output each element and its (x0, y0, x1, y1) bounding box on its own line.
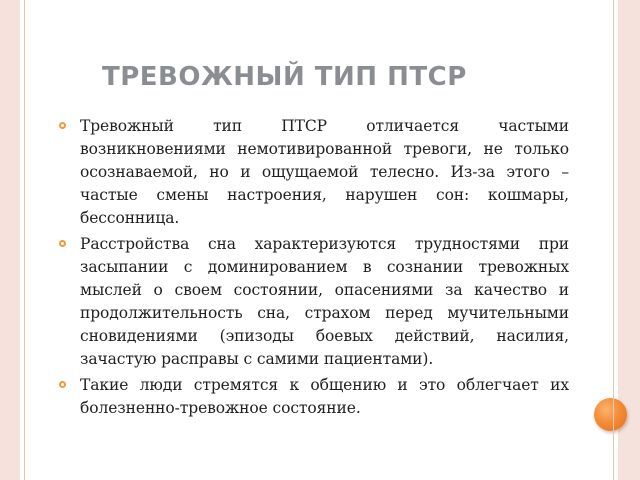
slide (20, 0, 618, 480)
bullet-item (58, 233, 569, 371)
bullet-ring-icon (59, 381, 66, 388)
bullet-item (58, 115, 569, 230)
bullet-item (58, 374, 569, 420)
slide-title: ТРЕВОЖНЫЙ ТИП ПТСР (102, 62, 467, 92)
bullet-text: Такие люди стремятся к общению и это облегчает их болезненно-тревожное состояние. (80, 376, 569, 417)
bullet-list (58, 115, 569, 423)
orange-circle-icon (594, 398, 627, 431)
bullet-ring-icon (59, 122, 66, 129)
bullet-text: Тревожный тип ПТСР отличается частыми возникновениями немотивированной тревоги, не только осознаваемой, но и ощущаемой телесно. Из-за этого – частые смены настроения, нарушен сон: кошмары, бессонница. (80, 117, 569, 227)
bullet-ring-icon (59, 240, 66, 247)
bullet-text: Расстройства сна характеризуются трудностями при засыпании с доминированием в сознании тревожных мыслей о своем состоянии, опасениями за качество и продолжительность сна, страхом перед мучительными сновидениями (эпизоды боевых действий, насилия, зачастую расправы с самими пациентами). (80, 235, 569, 368)
